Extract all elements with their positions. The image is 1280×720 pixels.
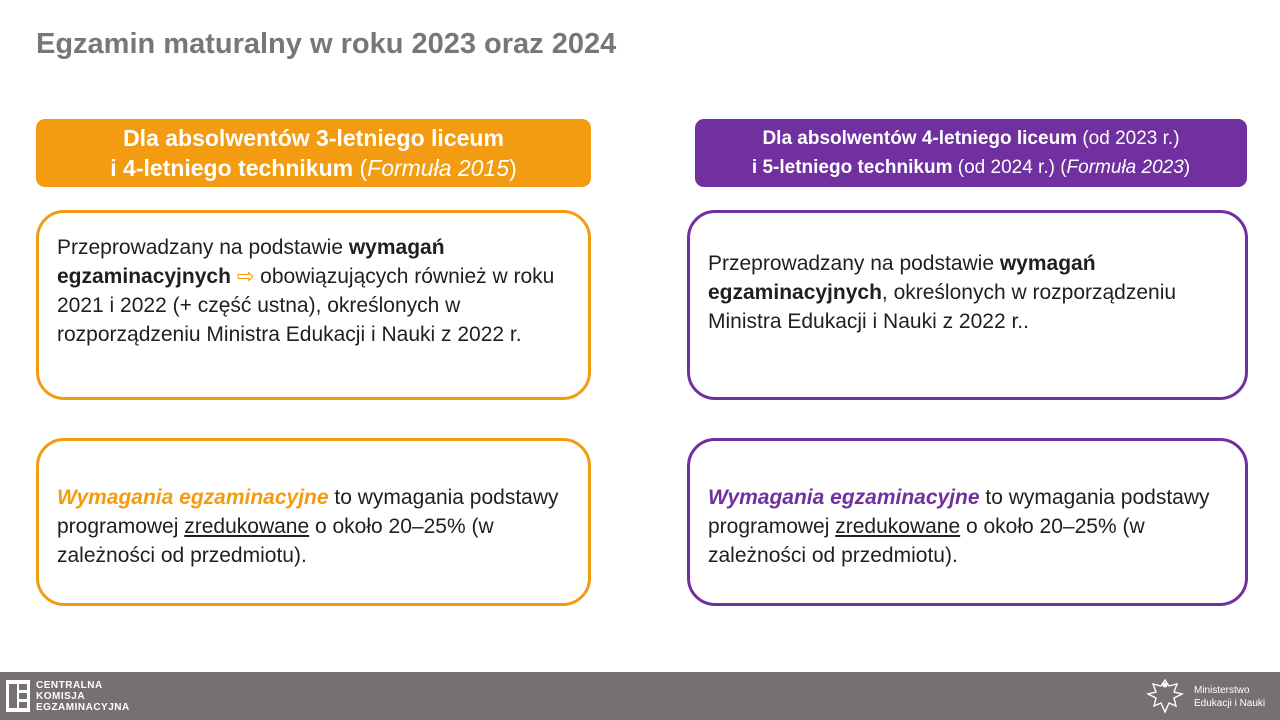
left-requirements-box [36, 210, 591, 400]
requirements-bold: wymagań egzaminacyjnych [708, 252, 1096, 304]
right-requirements-box [687, 210, 1248, 400]
text: to wymagania podstawy programowej [708, 486, 1210, 538]
arrow-right-icon: ⇨ [230, 265, 255, 288]
text: , określonych w rozporządzeniu Ministra Edukacji i Nauki z 2022 r.. [708, 281, 1177, 333]
underlined-reduced: zredukowane [835, 515, 961, 538]
text: to wymagania podstawy programowej [57, 486, 559, 538]
cke-logo-icon [6, 680, 30, 712]
footer-bar [0, 672, 1280, 720]
text: Przeprowadzany na podstawie [708, 252, 1000, 275]
paren-open: ( [353, 155, 368, 181]
right-reduction-box [687, 438, 1248, 606]
cke-line2: KOMISJA [36, 691, 86, 702]
text: obowiązujących również w roku 2021 i 2022 (+ część ustna), określonych w rozporządzeniu Ministra Edukacji i Nauki z 2022 r. [57, 265, 555, 346]
ministry-name [1194, 684, 1265, 710]
eagle-emblem-icon [1144, 676, 1186, 718]
text: o około 20–25% (w zależności od przedmiotu). [708, 515, 1145, 567]
ministry-line2: Edukacji i Nauki [1194, 698, 1266, 709]
slide-title: Egzamin maturalny w roku 2023 oraz 2024 [36, 28, 617, 60]
keyword-requirements: Wymagania egzaminacyjne [708, 486, 980, 509]
header-formula-2015 [36, 119, 591, 187]
header-right-line2: i 5-letniego technikum [751, 157, 953, 178]
header-left-line2: i 4-letniego technikum [110, 155, 354, 181]
paren-close: ) [1183, 157, 1191, 178]
header-right-line1: Dla absolwentów 4-letniego liceum [762, 128, 1078, 149]
requirements-bold: wymagań egzaminacyjnych [57, 236, 445, 288]
keyword-requirements: Wymagania egzaminacyjne [57, 486, 329, 509]
header-formula-2023 [695, 119, 1247, 187]
cke-name [36, 680, 130, 713]
paren-close: ) [509, 155, 517, 181]
formula-2015-label: Formuła 2015 [367, 155, 510, 181]
header-left-line1: Dla absolwentów 3-letniego liceum [123, 125, 504, 151]
text: Przeprowadzany na podstawie [57, 236, 349, 259]
left-reduction-box [36, 438, 591, 606]
formula-2023-label: Formuła 2023 [1066, 157, 1184, 178]
header-right-line1-rest: (od 2023 r.) [1077, 128, 1180, 149]
header-right-line2-rest: (od 2024 r.) ( [952, 157, 1067, 178]
cke-line3: EGZAMINACYJNA [36, 702, 130, 713]
ministry-line1: Ministerstwo [1194, 685, 1250, 696]
underlined-reduced: zredukowane [184, 515, 310, 538]
text: o około 20–25% (w zależności od przedmiotu). [57, 515, 494, 567]
cke-line1: CENTRALNA [36, 680, 103, 691]
